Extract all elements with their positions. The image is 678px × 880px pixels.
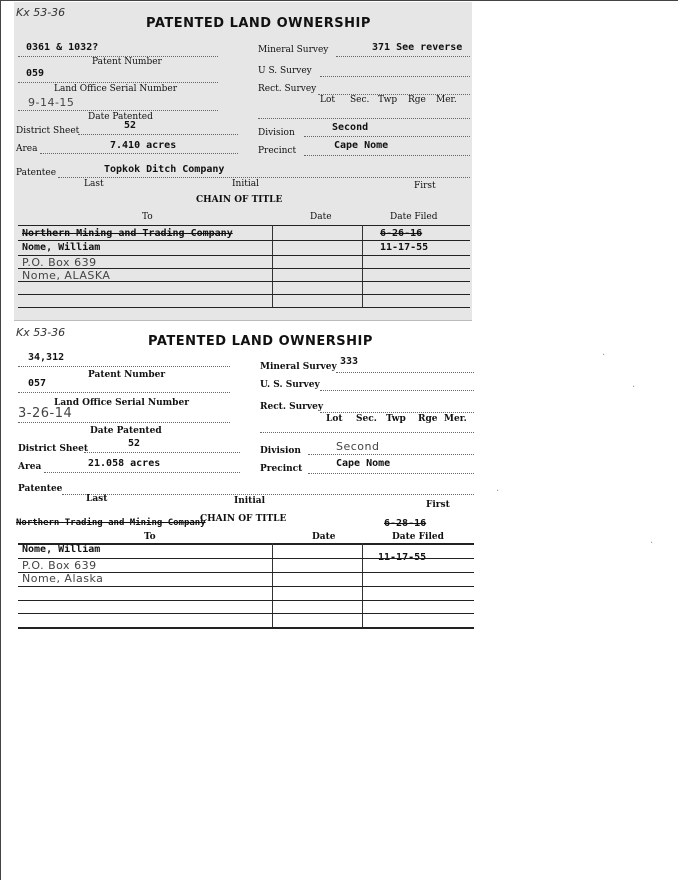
district-sheet-value: 52: [128, 438, 141, 449]
district-sheet-label: District Sheet: [18, 444, 89, 454]
rect-col-sec: Sec.: [350, 95, 370, 105]
last-label: Last: [86, 494, 108, 504]
field-line: [18, 422, 230, 423]
field-line: [44, 472, 240, 473]
us-survey-label: U. S. Survey: [260, 380, 320, 390]
struck-date: 6-28-16: [384, 518, 427, 529]
mineral-survey-value: 333: [340, 356, 359, 367]
division-value: Second: [336, 440, 380, 453]
table-rule: [18, 600, 474, 601]
patentee-label: Patentee: [16, 168, 57, 178]
date-patented-label: Date Patented: [90, 426, 162, 436]
patent-number-label: Patent Number: [92, 57, 162, 67]
rect-col-rge: Rge: [408, 95, 426, 105]
division-label: Division: [260, 446, 301, 456]
title-row-to: Northern Mining and Trading Company: [22, 228, 233, 239]
field-line: [18, 392, 230, 393]
rect-survey-label: Rect. Survey: [258, 84, 317, 94]
date-patented-value: 3-26-14: [18, 406, 73, 421]
table-divider: [272, 543, 273, 627]
mineral-survey-label: Mineral Survey: [260, 362, 337, 372]
field-line: [40, 153, 238, 154]
table-rule: [18, 613, 474, 614]
field-line: [308, 473, 474, 474]
col-to-header: To: [142, 212, 153, 222]
patentee-value: Topkok Ditch Company: [104, 164, 225, 175]
table-rule: [18, 627, 474, 629]
field-line: [78, 134, 238, 135]
first-label: First: [426, 500, 450, 510]
rect-col-mer: Mer.: [436, 95, 457, 105]
chain-of-title-heading: CHAIN OF TITLE: [200, 514, 287, 524]
serial-number-value: 057: [28, 378, 47, 389]
title-row-filed: 6-26-16: [380, 228, 423, 239]
col-filed-header: Date Filed: [390, 212, 438, 222]
date-patented-label: Date Patented: [88, 112, 153, 122]
rect-col-lot: Lot: [320, 95, 336, 105]
field-line: [320, 76, 470, 77]
date-patented-value: 9-14-15: [28, 96, 75, 109]
title-row-filed: 11-17-55: [378, 552, 427, 563]
field-line: [336, 56, 470, 57]
area-value: 7.410 acres: [110, 140, 177, 151]
field-line: [62, 494, 474, 495]
scan-speck: ·: [650, 538, 654, 549]
title-row-to: Nome, Alaska: [22, 572, 104, 585]
field-line: [308, 454, 474, 455]
table-rule: [18, 294, 470, 295]
rect-col-lot: Lot: [326, 414, 343, 424]
table-divider: [362, 543, 363, 627]
scan-speck: ·: [496, 486, 500, 497]
serial-number-label: Land Office Serial Number: [54, 398, 189, 408]
rect-col-rge: Rge: [418, 414, 438, 424]
serial-number-label: Land Office Serial Number: [54, 84, 178, 94]
rect-col-twp: Twp: [378, 95, 398, 105]
rect-col-twp: Twp: [386, 414, 406, 424]
table-rule: [18, 225, 470, 226]
chain-of-title-heading: CHAIN OF TITLE: [196, 195, 283, 205]
struck-entry: Northern Trading and Mining Company: [16, 518, 206, 528]
title-row-to: P.O. Box 639: [22, 559, 97, 572]
col-date-header: Date: [312, 532, 336, 542]
table-rule: [18, 586, 474, 587]
precinct-value: Cape Nome: [334, 140, 389, 151]
division-value: Second: [332, 122, 369, 133]
area-label: Area: [18, 462, 42, 472]
page-top-edge: [0, 0, 678, 1]
col-filed-header: Date Filed: [392, 532, 444, 542]
table-rule: [18, 307, 470, 308]
patentee-label: Patentee: [18, 484, 63, 494]
scan-speck: ·: [632, 382, 636, 393]
patent-number-value: 34,312: [28, 352, 65, 363]
card-title: PATENTED LAND OWNERSHIP: [148, 334, 373, 349]
precinct-label: Precinct: [258, 146, 297, 156]
field-line: [320, 412, 474, 413]
last-label: Last: [84, 179, 104, 189]
title-row-to: Nome, William: [22, 544, 101, 555]
precinct-label: Precinct: [260, 464, 303, 474]
field-line: [304, 155, 470, 156]
initial-label: Initial: [234, 496, 265, 506]
rect-survey-label: Rect. Survey: [260, 402, 324, 412]
title-row-to: Nome, William: [22, 242, 101, 253]
division-label: Division: [258, 128, 295, 138]
rect-col-sec: Sec.: [356, 414, 377, 424]
field-line: [58, 177, 470, 178]
mineral-survey-value: 371 See reverse: [372, 42, 463, 53]
patent-number-label: Patent Number: [88, 370, 166, 380]
ownership-card-1: [14, 2, 472, 321]
scan-speck: ·: [602, 350, 606, 361]
field-line: [18, 82, 218, 83]
field-line: [336, 372, 474, 373]
col-to-header: To: [144, 532, 156, 542]
col-date-header: Date: [310, 212, 332, 222]
field-line: [260, 432, 474, 433]
mineral-survey-label: Mineral Survey: [258, 45, 329, 55]
field-line: [84, 452, 240, 453]
us-survey-label: U S. Survey: [258, 66, 312, 76]
page-left-edge: [0, 0, 1, 880]
title-row-to: Nome, ALASKA: [22, 269, 111, 282]
rect-col-mer: Mer.: [444, 414, 467, 424]
field-line: [18, 110, 218, 111]
title-row-to: P.O. Box 639: [22, 256, 97, 269]
area-label: Area: [16, 144, 38, 154]
table-rule: [18, 240, 470, 241]
precinct-value: Cape Nome: [336, 458, 391, 469]
field-line: [320, 390, 474, 391]
field-line: [304, 136, 470, 137]
ownership-card-2: [14, 322, 472, 632]
initial-label: Initial: [232, 179, 259, 189]
field-line: [258, 118, 470, 119]
field-line: [18, 366, 230, 367]
district-sheet-value: 52: [124, 120, 137, 131]
table-rule: [18, 281, 470, 282]
title-row-filed: 11-17-55: [380, 242, 429, 253]
card-reference: Kx 53-36: [16, 6, 66, 19]
card-reference: Kx 53-36: [16, 326, 66, 339]
area-value: 21.058 acres: [88, 458, 161, 469]
first-label: First: [414, 181, 436, 191]
serial-number-value: 059: [26, 68, 45, 79]
district-sheet-label: District Sheet: [16, 126, 80, 136]
patent-number-value: 0361 & 1032?: [26, 42, 99, 53]
card-title: PATENTED LAND OWNERSHIP: [146, 16, 371, 31]
